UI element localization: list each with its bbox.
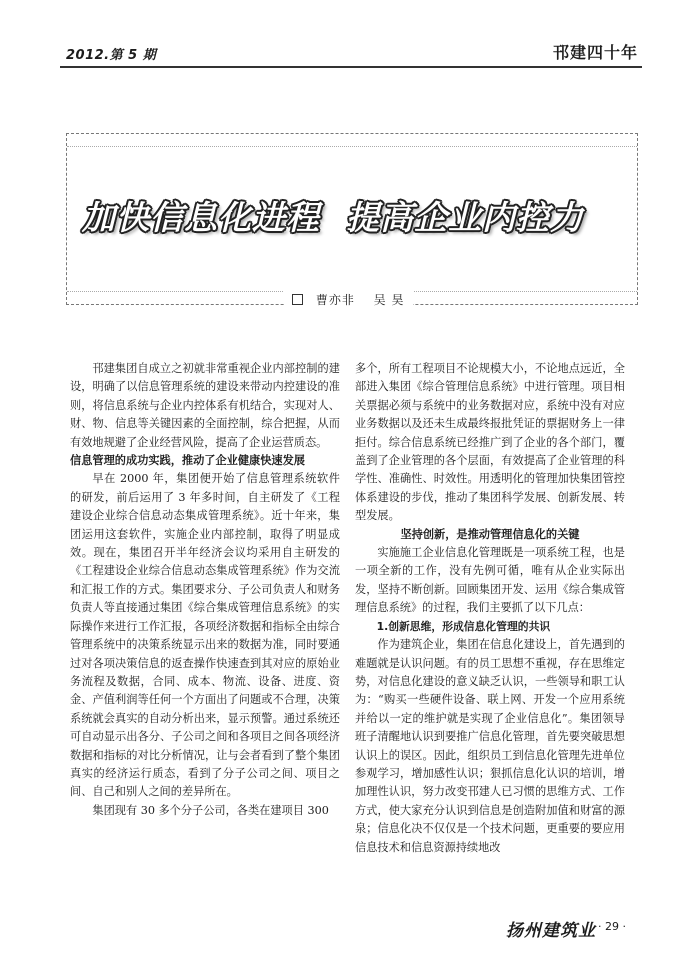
paragraph: 集团现有 30 多个分子公司，各类在建项目 300	[92, 803, 329, 817]
paragraph: 作为建筑企业，集团在信息化建设上，首先遇到的难题就是认识问题。有的员工思想不重视，存在思维定势，对信息化建设的意义缺乏认识，一些领导和职工认为：“购买一些硬件设备、联上网、开发一个应用系统并给以一定的维护就是实现了企业信息化”。集团领导班子清醒地认识到要推广信息化管理，首先要突破思想认识上的误区。因此，组织员工到信息化管理先进单位参观学习，增加感性认识；狠抓信息化认识的培训，增加理性认识，努力改变邗建人已习惯的思维方式、工作方式，使大家充分认识到信息是创造附加值和财富的源泉；信息化决不仅仅是一个技术问题，更重要的要应用信息技术和信息资源持续地改	[355, 638, 625, 854]
journal-logo: 扬州建筑业	[506, 921, 596, 941]
article-title	[82, 192, 622, 239]
text-column-left	[70, 360, 340, 820]
author-name: 吴 昊	[373, 293, 405, 307]
frame-rule-top	[67, 146, 637, 147]
byline	[284, 291, 413, 308]
text-column-right	[355, 360, 625, 857]
square-bullet-icon	[292, 294, 303, 305]
paragraph: 实施施工企业信息化管理既是一项系统工程，也是一项全新的工作，没有先例可循，唯有从企业实际出发，坚持不断创新。回顾集团开发、运用《综合集成管理信息系统》的过程，我们主要抓了以下几点：	[355, 546, 625, 615]
journal-section-title: 邗建四十年	[552, 43, 638, 62]
title-part-1: 加快信息化进程	[82, 198, 320, 237]
paragraph: 早在 2000 年，集团便开始了信息管理系统软件的研发，前后运用了 3 年多时间，自主研发了《工程建设企业综合信息动态集成管理系统》。近十年来，集团运用这套软件，实施企业内部控制，取得了明显成效。现在，集团召开半年经济会议均采用自主研发的《工程建设企业综合信息动态集成管理系统》作为交流和汇报工作的方式。集团要求分、子公司负责人和财务负责人等直接通过集团《综合集成管理信息系统》的实际操作来进行工作汇报，各项经济数据和指标全由综合管理系统中的决策系统显示出来的数据为准，同时要通过对各项决策信息的返查操作快速查到其对应的原始业务流程及数据，合同、成本、物流、设备、进度、资金、产值利润等任何一个方面出了问题或不合理，决策系统就会真实的自动分析出来，显示预警。通过系统还可自动显示出各分、子公司之间和各项目之间各项经济数据和指标的对比分析情况，让与会者看到了整个集团真实的经济运行质态，看到了分子公司之间、项目之间、自己和别人之间的差异所在。	[70, 472, 340, 799]
section-heading: 信息管理的成功实践，推动了企业健康快速发展	[70, 454, 305, 468]
running-header	[60, 38, 642, 68]
issue-label: 2012.第 5 期	[66, 48, 157, 63]
title-part-2: 提高企业内控力	[346, 198, 584, 237]
author-name: 曹亦非	[315, 293, 355, 307]
section-heading: 坚持创新，是推动管理信息化的关键	[400, 527, 580, 541]
paragraph: 多个，所有工程项目不论规模大小，不论地点远近，全部进入集团《综合管理信息系统》中进行管理。项目相关票据必须与系统中的业务数据对应，系统中没有对应业务数据以及还未生成最终报批凭证的票据财务上一律拒付。综合信息系统已经推广到了企业的各个部门，覆盖到了企业管理的各个层面，有效提高了企业管理的科学性、准确性、时效性。用透明化的管理加快集团管控体系建设的步伐，推动了集团科学发展、创新发展、转型发展。	[355, 362, 625, 523]
paragraph: 邗建集团自成立之初就非常重视企业内部控制的建设，明确了以信息管理系统的建设来带动内控建设的准则，将信息系统与企业内控体系有机结合，实现对人、财、物、信息等关键因素的全面控制，综合把握，从而有效地规避了企业经营风险，提高了企业运营质态。	[70, 362, 340, 449]
page-number: · 29 ·	[598, 920, 626, 933]
subsection-heading: 1.创新思维，形成信息化管理的共识	[376, 619, 551, 633]
